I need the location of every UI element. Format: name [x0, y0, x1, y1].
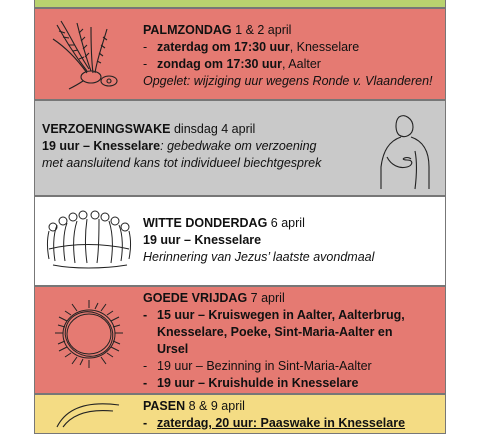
witte-donderdag-heading [143, 215, 374, 232]
verzoening-title: VERZOENINGSWAKE [42, 122, 171, 136]
goede-vrijdag-item-1-l3: Ursel [157, 342, 189, 356]
verzoening-date: dinsdag 4 april [173, 122, 256, 136]
verzoening-line-1-bold: 19 uur – Knesselare [42, 139, 161, 153]
palmzondag-item-1-rest: , Knesselare [289, 40, 360, 54]
goede-vrijdag-item-1: - 15 uur – Kruiswegen in Aalter, Aalterbrug, [143, 308, 405, 322]
goede-vrijdag-item-3-text: 19 uur – Kruishulde in Knesselare [157, 376, 359, 390]
goede-vrijdag-heading [143, 290, 405, 307]
witte-donderdag-block [34, 196, 446, 286]
goede-vrijdag-block [34, 286, 446, 394]
goede-vrijdag-date: 7 april [250, 291, 285, 305]
palm-branches-icon [47, 19, 125, 91]
verzoening-heading [42, 121, 321, 138]
goede-vrijdag-item-1-l2: Knesselare, Poeke, Sint-Maria-Aalter en [157, 325, 393, 339]
pasen-date: 8 & 9 april [188, 399, 245, 413]
palmzondag-item-2: - zondag om 17:30 uur, Aalter [143, 57, 321, 71]
pasen-heading [143, 398, 405, 415]
palmzondag-item-2-rest: , Aalter [282, 57, 321, 71]
witte-donderdag-line-2: Herinnering van Jezus’ laatste avondmaal [143, 250, 375, 264]
goede-vrijdag-item-1-l1: 15 uur – Kruiswegen in Aalter, Aalterbrug, [157, 308, 405, 322]
sunrise-icon [53, 399, 123, 429]
pasen-item-1-text: zaterdag, 20 uur: Paaswake in Knesselare [157, 416, 406, 430]
pasen-item-1: - zaterdag, 20 uur: Paaswake in Knesselare [143, 416, 406, 430]
palmzondag-date: 1 & 2 april [235, 23, 292, 37]
witte-donderdag-line-1: 19 uur – Knesselare [143, 233, 262, 247]
goede-vrijdag-item-2-text: 19 uur – Bezinning in Sint-Maria-Aalter [157, 359, 372, 373]
verzoening-line-2: met aansluitend kans tot individueel biechtgesprek [42, 156, 322, 170]
palmzondag-title: PALMZONDAG [143, 23, 232, 37]
witte-donderdag-title: WITTE DONDERDAG [143, 216, 268, 230]
palmzondag-item-1: - zaterdag om 17:30 uur, Knesselare [143, 40, 360, 54]
goede-vrijdag-item-3: - 19 uur – Kruishulde in Knesselare [143, 376, 359, 390]
pasen-title: PASEN [143, 399, 186, 413]
praying-person-icon [375, 111, 435, 191]
last-supper-icon [43, 209, 135, 271]
verzoening-line-1 [42, 138, 321, 155]
palmzondag-block [34, 8, 446, 100]
goede-vrijdag-title: GOEDE VRIJDAG [143, 291, 248, 305]
verzoening-block [34, 100, 446, 196]
pasen-block [34, 394, 446, 434]
verzoening-line-1-italic: : gebedwake om verzoening [160, 139, 317, 153]
crown-of-thorns-icon [49, 297, 129, 371]
goede-vrijdag-item-2: - 19 uur – Bezinning in Sint-Maria-Aalter [143, 359, 372, 373]
palmzondag-item-1-bold: zaterdag om 17:30 uur [157, 40, 290, 54]
top-strip [34, 0, 446, 8]
palmzondag-item-2-bold: zondag om 17:30 uur [157, 57, 283, 71]
palmzondag-note: Opgelet: wijziging uur wegens Ronde v. Vlaanderen! [143, 74, 433, 88]
witte-donderdag-date: 6 april [270, 216, 305, 230]
palmzondag-heading [143, 22, 433, 39]
